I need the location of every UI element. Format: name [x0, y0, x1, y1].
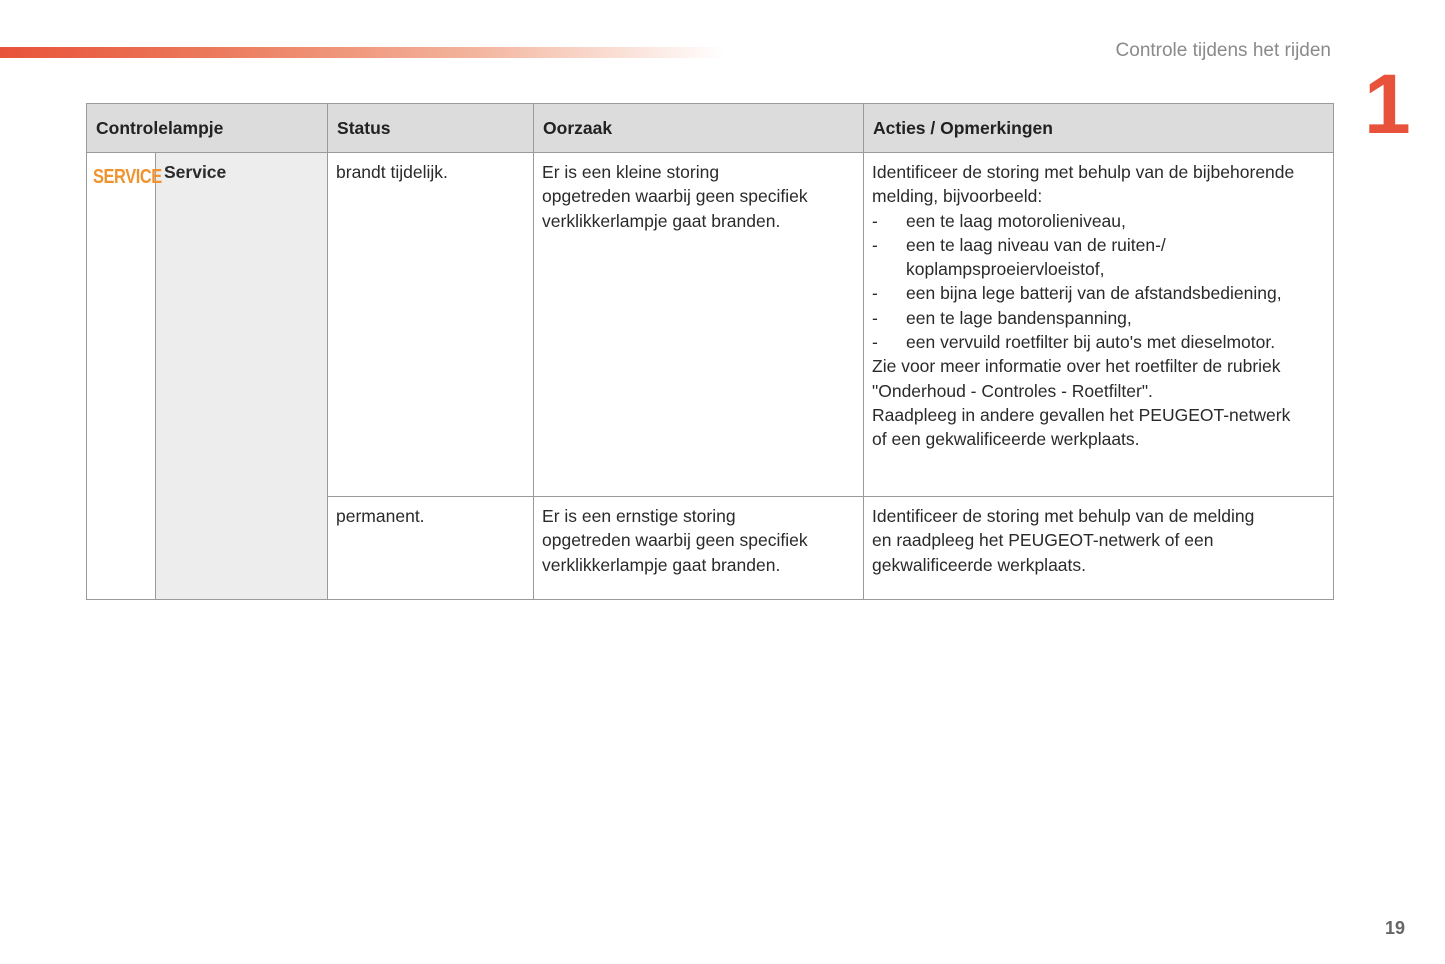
bullet-text [906, 233, 1166, 282]
action-bullet [872, 281, 1325, 305]
bullet-line: koplampsproeiervloeistof, [906, 259, 1105, 280]
action-line: "Onderhoud - Controles - Roetfilter". [872, 380, 1153, 401]
table-header-row [87, 104, 1334, 153]
bullet-text: een bijna lege batterij van de afstandsbediening, [906, 283, 1282, 304]
action-bullet [872, 330, 1325, 354]
warning-lamp-table [86, 103, 1334, 600]
action-bullet [872, 233, 1325, 282]
bullet-dash: - [872, 210, 878, 231]
bullet-dash: - [872, 283, 878, 304]
action-line: gekwalificeerde werkplaats. [872, 554, 1087, 575]
action-line: Identificeer de storing met behulp van de melding [872, 506, 1255, 526]
bullet-text: een te lage bandenspanning, [906, 307, 1132, 328]
bullet-line: een te laag niveau van de ruiten-/ [906, 234, 1166, 255]
status-cell: permanent. [328, 497, 534, 600]
table-row [87, 153, 1334, 497]
actions-cell [864, 153, 1334, 497]
cause-line: verklikkerlampje gaat branden. [542, 210, 781, 231]
service-warning-icon: SERVICE [93, 166, 162, 188]
bullet-dash: - [872, 307, 878, 328]
bullet-dash: - [872, 234, 878, 255]
bullet-text: een vervuild roetfilter bij auto's met dieselmotor. [906, 332, 1276, 353]
column-header-lamp: Controlelampje [87, 104, 328, 153]
cause-line: Er is een kleine storing [542, 162, 720, 182]
action-line: of een gekwalificeerde werkplaats. [872, 429, 1140, 450]
chapter-number: 1 [1364, 57, 1409, 151]
action-line: en raadpleeg het PEUGEOT-netwerk of een [872, 530, 1214, 551]
column-header-actions: Acties / Opmerkingen [864, 104, 1334, 153]
section-title: Controle tijdens het rijden [1115, 40, 1331, 61]
bullet-text: een te laag motorolieniveau, [906, 210, 1126, 231]
cause-line: verklikkerlampje gaat branden. [542, 554, 781, 575]
action-line: melding, bijvoorbeeld: [872, 186, 1043, 207]
action-bullet [872, 209, 1325, 233]
cause-cell [534, 153, 864, 497]
column-header-cause: Oorzaak [534, 104, 864, 153]
action-line: Identificeer de storing met behulp van de bijbehorende [872, 162, 1295, 182]
cause-line: opgetreden waarbij geen specifiek [542, 530, 808, 551]
bullet-dash: - [872, 332, 878, 353]
action-line: Zie voor meer informatie over het roetfilter de rubriek [872, 356, 1281, 377]
header-accent-bar [0, 47, 725, 58]
column-header-status: Status [328, 104, 534, 153]
action-bullet [872, 306, 1325, 330]
cause-line: Er is een ernstige storing [542, 506, 736, 526]
lamp-name: Service [156, 153, 328, 600]
action-line: Raadpleeg in andere gevallen het PEUGEOT-netwerk [872, 404, 1291, 425]
cause-line: opgetreden waarbij geen specifiek [542, 186, 808, 207]
cause-cell [534, 497, 864, 600]
page-number: 19 [1384, 918, 1405, 938]
actions-cell [864, 497, 1334, 600]
status-cell: brandt tijdelijk. [328, 153, 534, 497]
lamp-icon-cell [87, 153, 162, 600]
